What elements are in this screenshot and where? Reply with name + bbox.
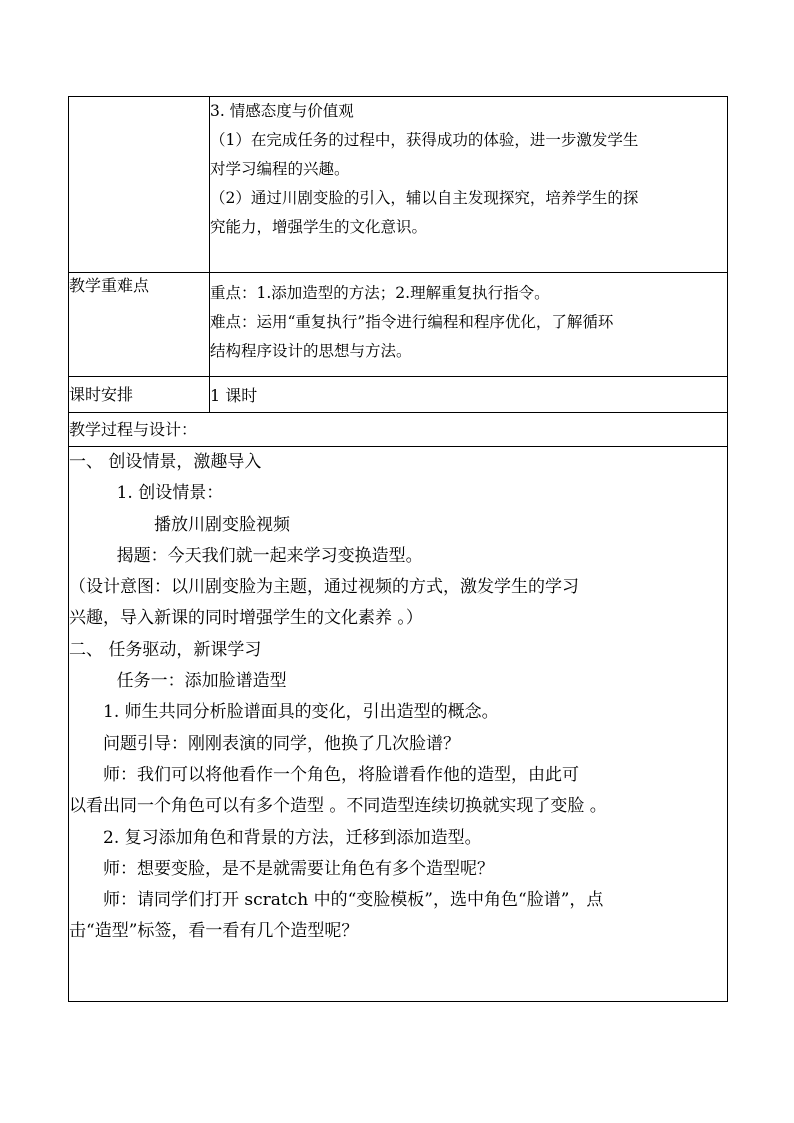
values-line-4: 究能力，增强学生的文化意识。: [210, 218, 428, 236]
step-create-scene: 1. 创设情景：: [116, 483, 224, 504]
time-value: 1 课时: [210, 377, 728, 413]
review-line: 2. 复习添加角色和背景的方法，迁移到添加造型。: [103, 827, 482, 848]
values-heading: 3. 情感态度与价值观: [210, 102, 354, 120]
time-row: [69, 377, 728, 413]
key-points-label: 教学重难点: [69, 273, 210, 377]
teacher-line-1: 师：我们可以将他看作一个角色，将脸谱看作他的造型，由此可: [103, 764, 579, 785]
values-content-cell: [210, 97, 728, 273]
key-points-difficulty-cont: 结构程序设计的思想与方法。: [210, 342, 412, 360]
design-intent-line-1: （设计意图：以川剧变脸为主题，通过视频的方式，激发学生的学习: [69, 577, 579, 598]
process-body-cell: [69, 447, 728, 1002]
question-line: 问题引导：刚刚表演的同学，他换了几次脸谱？: [103, 733, 460, 754]
lesson-plan-table: [68, 96, 728, 1002]
key-points-content-cell: [210, 273, 728, 377]
key-points-row: [69, 273, 728, 377]
teacher-line-1-cont: 以看出同一个角色可以有多个造型 。不同造型连续切换就实现了变脸 。: [69, 796, 607, 817]
section-heading-1: 一、 创设情景，激趣导入: [69, 452, 262, 472]
analysis-line: 1. 师生共同分析脸谱面具的变化，引出造型的概念。: [103, 702, 499, 723]
values-line-3: （2）通过川剧变脸的引入，辅以自主发现探究，培养学生的探: [210, 189, 639, 207]
values-line-2: 对学习编程的兴趣。: [210, 160, 350, 178]
values-row: [69, 97, 728, 273]
reveal-topic-line: 揭题：今天我们就一起来学习变换造型。: [116, 545, 423, 566]
process-header-label: 教学过程与设计：: [69, 413, 728, 447]
values-label-cell: [69, 97, 210, 273]
teacher-line-3-cont: 击“造型”标签，看一看有几个造型呢？: [69, 921, 359, 942]
teacher-line-2: 师：想要变脸，是不是就需要让角色有多个造型呢？: [103, 858, 494, 879]
task-one-line: 任务一：添加脸谱造型: [116, 671, 287, 692]
key-points-focus: 重点：1.添加造型的方法；2.理解重复执行指令。: [210, 284, 550, 302]
teacher-line-3: 师：请同学们打开 scratch 中的“变脸模板”，选中角色“脸谱”，点: [103, 890, 604, 911]
key-points-difficulty: 难点：运用“重复执行”指令进行编程和程序优化，了解循环: [210, 313, 614, 331]
values-line-1: （1）在完成任务的过程中，获得成功的体验，进一步激发学生: [210, 131, 639, 149]
process-header-row: [69, 413, 728, 447]
section-heading-2: 二、 任务驱动，新课学习: [69, 639, 262, 660]
design-intent-line-2: 兴趣，导入新课的同时增强学生的文化素养 。）: [69, 608, 423, 629]
play-video-line: 播放川剧变脸视频: [154, 514, 290, 535]
process-body-row: [69, 447, 728, 1002]
time-label: 课时安排: [69, 377, 210, 413]
